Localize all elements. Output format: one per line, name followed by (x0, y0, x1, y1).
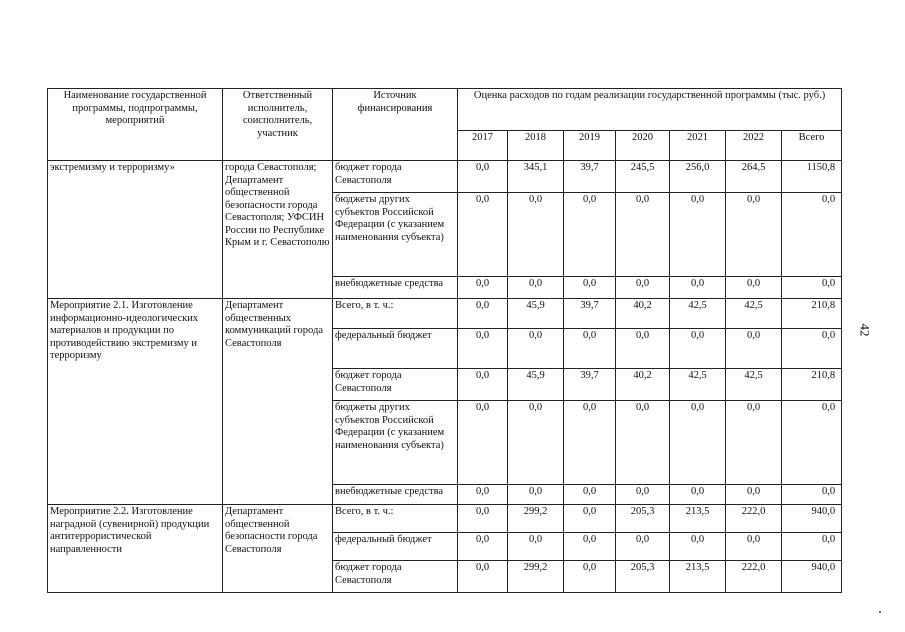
table-header (48, 89, 842, 161)
value-cell: 205,3 (616, 561, 670, 593)
source-cell: бюджеты других субъектов Российской Федерации (с указанием наименования субъекта) (333, 193, 458, 277)
value-cell: 0,0 (670, 329, 726, 369)
value-cell: 205,3 (616, 505, 670, 533)
total-cell: 0,0 (782, 485, 842, 505)
value-cell: 0,0 (508, 193, 564, 277)
value-cell: 256,0 (670, 161, 726, 193)
value-cell: 0,0 (564, 533, 616, 561)
value-cell: 213,5 (670, 505, 726, 533)
value-cell: 0,0 (458, 505, 508, 533)
source-cell: бюджет города Севастополя (333, 561, 458, 593)
source-cell: внебюджетные средства (333, 277, 458, 299)
value-cell: 0,0 (508, 533, 564, 561)
value-cell: 0,0 (458, 161, 508, 193)
source-cell: бюджеты других субъектов Российской Федерации (с указанием наименования субъекта) (333, 401, 458, 485)
measure-name-cell: Мероприятие 2.1. Изготовление информационно-идеологических материалов и продукции по противодействию экстремизму и терроризму (48, 299, 223, 505)
source-cell: Всего, в т. ч.: (333, 299, 458, 329)
value-cell: 0,0 (726, 485, 782, 505)
header-year-2022: 2022 (726, 131, 782, 161)
value-cell: 0,0 (616, 193, 670, 277)
header-year-2018: 2018 (508, 131, 564, 161)
value-cell: 0,0 (458, 561, 508, 593)
total-cell: 940,0 (782, 505, 842, 533)
value-cell: 0,0 (458, 485, 508, 505)
header-year-2021: 2021 (670, 131, 726, 161)
value-cell: 42,5 (726, 299, 782, 329)
total-cell: 0,0 (782, 193, 842, 277)
value-cell: 299,2 (508, 561, 564, 593)
value-cell: 0,0 (670, 193, 726, 277)
total-cell: 1150,8 (782, 161, 842, 193)
value-cell: 264,5 (726, 161, 782, 193)
executor-cell: Департамент общественных коммуникаций города Севастополя (223, 299, 333, 505)
value-cell: 0,0 (458, 299, 508, 329)
value-cell: 0,0 (458, 329, 508, 369)
value-cell: 345,1 (508, 161, 564, 193)
value-cell: 0,0 (616, 329, 670, 369)
scan-speck (879, 611, 881, 613)
source-cell: федеральный бюджет (333, 533, 458, 561)
value-cell: 0,0 (616, 485, 670, 505)
header-name-cell: Наименование государственной программы, подпрограммы, мероприятий (48, 89, 223, 161)
value-cell: 0,0 (458, 369, 508, 401)
total-cell: 210,8 (782, 369, 842, 401)
measure-name-cell: Мероприятие 2.2. Изготовление наградной (сувенирной) продукции антитеррористической направленности (48, 505, 223, 593)
value-cell: 39,7 (564, 299, 616, 329)
value-cell: 0,0 (508, 401, 564, 485)
total-cell: 0,0 (782, 277, 842, 299)
value-cell: 0,0 (726, 533, 782, 561)
value-cell: 0,0 (458, 277, 508, 299)
value-cell: 0,0 (616, 533, 670, 561)
value-cell: 0,0 (726, 401, 782, 485)
source-cell: бюджет города Севастополя (333, 161, 458, 193)
value-cell: 39,7 (564, 161, 616, 193)
measure-name-cell: экстремизму и терроризму» (48, 161, 223, 299)
executor-cell: города Севастополя; Департамент общественной безопасности города Севастополя; УФСИН России по Республике Крым и г. Севастополю (223, 161, 333, 299)
value-cell: 42,5 (726, 369, 782, 401)
value-cell: 0,0 (458, 533, 508, 561)
header-year-2020: 2020 (616, 131, 670, 161)
value-cell: 0,0 (726, 277, 782, 299)
value-cell: 0,0 (726, 329, 782, 369)
value-cell: 40,2 (616, 369, 670, 401)
value-cell: 0,0 (670, 401, 726, 485)
header-year-2017: 2017 (458, 131, 508, 161)
value-cell: 222,0 (726, 561, 782, 593)
total-cell: 0,0 (782, 533, 842, 561)
value-cell: 222,0 (726, 505, 782, 533)
value-cell: 0,0 (564, 193, 616, 277)
value-cell: 42,5 (670, 369, 726, 401)
executor-cell: Департамент общественной безопасности города Севастополя (223, 505, 333, 593)
header-year-2019: 2019 (564, 131, 616, 161)
value-cell: 0,0 (508, 277, 564, 299)
source-cell: федеральный бюджет (333, 329, 458, 369)
source-cell: внебюджетные средства (333, 485, 458, 505)
value-cell: 299,2 (508, 505, 564, 533)
total-cell: 0,0 (782, 329, 842, 369)
value-cell: 0,0 (564, 401, 616, 485)
value-cell: 42,5 (670, 299, 726, 329)
page-number: 42 (857, 323, 873, 337)
value-cell: 0,0 (508, 485, 564, 505)
total-cell: 0,0 (782, 401, 842, 485)
value-cell: 0,0 (564, 505, 616, 533)
value-cell: 39,7 (564, 369, 616, 401)
source-cell: Всего, в т. ч.: (333, 505, 458, 533)
value-cell: 0,0 (508, 329, 564, 369)
value-cell: 0,0 (564, 561, 616, 593)
value-cell: 40,2 (616, 299, 670, 329)
value-cell: 0,0 (670, 485, 726, 505)
total-cell: 210,8 (782, 299, 842, 329)
value-cell: 0,0 (458, 193, 508, 277)
value-cell: 0,0 (564, 485, 616, 505)
header-source-cell: Источник финансирования (333, 89, 458, 161)
header-executor-cell: Ответственный исполнитель, соисполнитель, участник (223, 89, 333, 161)
value-cell: 0,0 (670, 533, 726, 561)
value-cell: 0,0 (564, 329, 616, 369)
value-cell: 0,0 (616, 401, 670, 485)
value-cell: 0,0 (458, 401, 508, 485)
source-cell: бюджет города Севастополя (333, 369, 458, 401)
budget-table (47, 88, 842, 593)
table-row (48, 299, 842, 329)
value-cell: 45,9 (508, 369, 564, 401)
value-cell: 45,9 (508, 299, 564, 329)
table-body (48, 161, 842, 593)
value-cell: 0,0 (726, 193, 782, 277)
table-row (48, 505, 842, 533)
value-cell: 245,5 (616, 161, 670, 193)
total-cell: 940,0 (782, 561, 842, 593)
value-cell: 0,0 (616, 277, 670, 299)
value-cell: 213,5 (670, 561, 726, 593)
header-estimate-cell: Оценка расходов по годам реализации государственной программы (тыс. руб.) (458, 89, 842, 131)
table-row (48, 161, 842, 193)
value-cell: 0,0 (564, 277, 616, 299)
value-cell: 0,0 (670, 277, 726, 299)
header-total: Всего (782, 131, 842, 161)
